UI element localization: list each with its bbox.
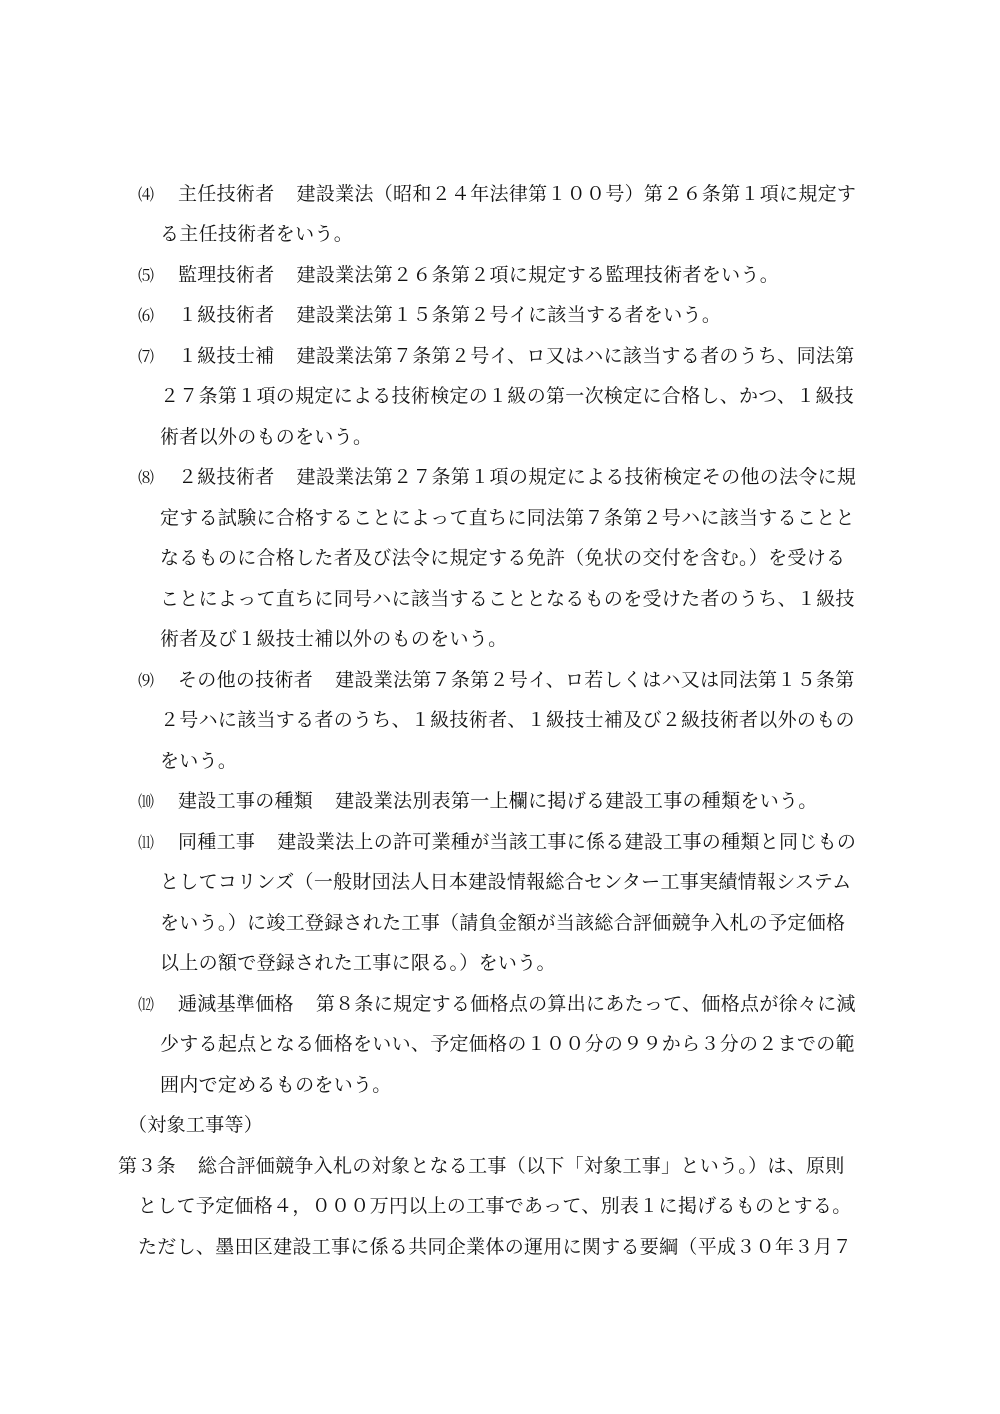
item-9-line-3: をいう。 <box>160 750 238 772</box>
item-7-line-2: ２７条第１項の規定による技術検定の１級の第一次検定に合格し、かつ、１級技 <box>160 385 855 407</box>
item-text: 建設業法第７条第２号イ、ロ又はハに該当する者のうち、同法第 <box>296 345 855 367</box>
article-3-line-3: ただし、墨田区建設工事に係る共同企業体の運用に関する要綱（平成３０年３月７ <box>138 1236 853 1258</box>
item-12-line-2: 少する起点となる価格をいい、予定価格の１００分の９９から３分の２までの範 <box>160 1033 855 1055</box>
item-10-line-1 <box>138 789 818 814</box>
item-text: 建設業法第２７条第１項の規定による技術検定その他の法令に規 <box>296 466 857 488</box>
article-3-line-1 <box>118 1154 845 1178</box>
item-number: ⑽ <box>138 792 155 811</box>
item-term: 主任技術者 <box>178 183 275 205</box>
item-term: 逓減基準価格 <box>178 993 294 1015</box>
item-9-line-1 <box>138 668 855 693</box>
item-text: 建設業法第２６条第２項に規定する監理技術者をいう。 <box>296 264 780 286</box>
item-number: ⑾ <box>138 833 155 852</box>
article-text: 総合評価競争入札の対象となる工事（以下「対象工事」という。）は、原則 <box>197 1155 845 1177</box>
item-text: 建設業法上の許可業種が当該工事に係る建設工事の種類と同じもの <box>277 831 857 853</box>
item-12-line-3: 囲内で定めるものをいう。 <box>160 1074 392 1096</box>
item-9-line-2: ２号ハに該当する者のうち、１級技術者、１級技士補及び２級技術者以外のもの <box>160 709 855 731</box>
item-8-line-5: 術者及び１級技士補以外のものをいう。 <box>160 628 508 650</box>
item-number: ⑹ <box>138 306 155 325</box>
item-number: ⑻ <box>138 468 155 487</box>
item-11-line-2: としてコリンズ（一般財団法人日本建設情報総合センター工事実績情報システム <box>160 871 852 893</box>
item-11-line-1 <box>138 830 856 855</box>
item-text: 第８条に規定する価格点の算出にあたって、価格点が徐々に減 <box>315 993 856 1015</box>
item-8-line-2: 定する試験に合格することによって直ちに同法第７条第２号ハに該当することと <box>160 507 855 529</box>
item-text: 建設業法第７条第２号イ、ロ若しくはハ又は同法第１５条第 <box>335 669 855 691</box>
article-label: 第３条 <box>118 1155 176 1177</box>
item-term: 建設工事の種類 <box>178 790 314 812</box>
item-term: １級技術者 <box>178 304 275 326</box>
section-heading: （対象工事等） <box>128 1114 264 1136</box>
item-term: 同種工事 <box>178 831 256 853</box>
item-8-line-3: なるものに合格した者及び法令に規定する免許（免状の交付を含む。）を受ける <box>160 547 846 569</box>
item-number: ⑷ <box>138 185 155 204</box>
item-text: 建設業法別表第一上欄に掲げる建設工事の種類をいう。 <box>335 790 818 812</box>
item-text: 建設業法（昭和２４年法律第１００号）第２６条第１項に規定す <box>296 183 857 205</box>
item-12-line-1 <box>138 992 856 1017</box>
item-term: 監理技術者 <box>178 264 275 286</box>
item-8-line-4: ことによって直ちに同号ハに該当することとなるものを受けた者のうち、１級技 <box>160 588 855 610</box>
item-7-line-3: 術者以外のものをいう。 <box>160 426 373 448</box>
item-number: ⑸ <box>138 266 155 285</box>
item-term: ２級技術者 <box>178 466 275 488</box>
item-8-line-1 <box>138 465 856 490</box>
item-term: １級技士補 <box>178 345 275 367</box>
article-3-line-2: として予定価格４，０００万円以上の工事であって、別表１に掲げるものとする。 <box>138 1195 852 1217</box>
item-number: ⑺ <box>138 347 155 366</box>
item-11-line-4: 以上の額で登録された工事に限る。）をいう。 <box>160 952 556 974</box>
item-number: ⑿ <box>138 995 155 1014</box>
item-7-line-1 <box>138 344 855 369</box>
item-11-line-3: をいう。）に竣工登録された工事（請負金額が当該総合評価競争入札の予定価格 <box>160 912 846 934</box>
item-4-line-2: る主任技術者をいう。 <box>160 223 354 245</box>
item-term: その他の技術者 <box>178 669 314 691</box>
item-text: 建設業法第１５条第２号イに該当する者をいう。 <box>296 304 722 326</box>
item-4-line-1 <box>138 182 856 207</box>
item-6-line-1 <box>138 303 721 328</box>
item-5-line-1 <box>138 263 779 288</box>
item-number: ⑼ <box>138 671 155 690</box>
